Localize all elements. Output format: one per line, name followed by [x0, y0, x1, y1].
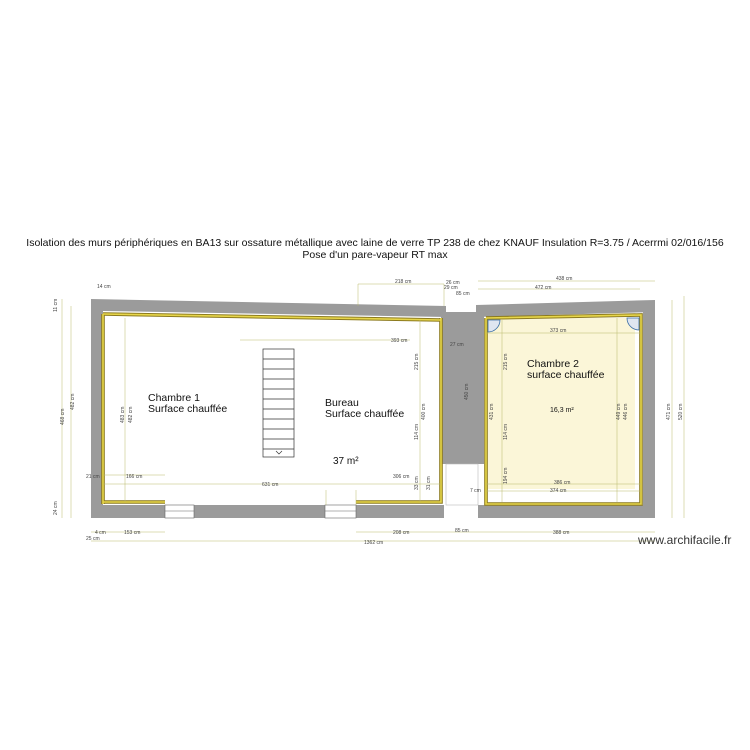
dim-520: 520 cm	[678, 403, 684, 420]
chambre2-area: 16,3 m²	[550, 407, 574, 414]
dim-218: 218 cm	[395, 279, 412, 285]
chambre2-sub: surface chauffée	[527, 369, 605, 381]
wall-bottom-2	[194, 505, 325, 518]
dim-393: 393 cm	[391, 338, 408, 344]
dim-482-inner: 482 cm	[128, 406, 134, 423]
chambre1-sub: Surface chauffée	[148, 403, 228, 415]
wall-bottom-1	[91, 505, 165, 518]
dim-21: 21 cm	[86, 474, 100, 480]
bureau-sub: Surface chauffée	[325, 408, 405, 420]
dim-31: 31 cm	[426, 476, 432, 490]
dim-450: 450 cm	[464, 383, 470, 400]
wall-bottom-4	[478, 505, 655, 518]
chambre2-fill	[486, 318, 635, 489]
dim-631: 631 cm	[262, 482, 279, 488]
staircase	[263, 349, 294, 457]
dim-1362: 1362 cm	[364, 540, 384, 546]
dim-386: 386 cm	[554, 480, 571, 486]
dim-438: 438 cm	[556, 276, 573, 282]
dim-194: 194 cm	[503, 467, 509, 484]
dim-7: 7 cm	[470, 488, 481, 494]
dim-400: 400 cm	[421, 403, 427, 420]
total-area: 37 m²	[333, 456, 359, 467]
dim-114-left: 114 cm	[414, 423, 420, 440]
dim-166: 166 cm	[126, 474, 143, 480]
wall-right	[643, 303, 655, 518]
dim-482-left: 482 cm	[70, 393, 76, 410]
dim-14: 14 cm	[97, 284, 111, 290]
dim-33: 33 cm	[414, 476, 420, 490]
dim-11: 11 cm	[53, 298, 59, 312]
dim-468: 468 cm	[60, 408, 66, 425]
wall-bottom-3	[356, 505, 444, 518]
dim-24: 24 cm	[53, 501, 59, 515]
plan-title: Isolation des murs périphériques en BA13 sur ossature métallique avec laine de verre TP 238 de chez KNAUF Insulation R=3.75 / Acerrmi 02/016/156	[26, 237, 724, 249]
dim-26: 26 cm	[446, 280, 460, 286]
dim-374: 374 cm	[550, 488, 567, 494]
dim-29: 29 cm	[444, 285, 458, 291]
dim-449: 449 cm	[616, 403, 622, 420]
dim-114-right: 114 cm	[503, 423, 509, 440]
dim-373: 373 cm	[550, 328, 567, 334]
dim-153: 153 cm	[124, 530, 141, 536]
plan-subtitle: Pose d'un pare-vapeur RT max	[302, 249, 448, 261]
dim-388: 388 cm	[553, 530, 570, 536]
dim-85-top: 85 cm	[456, 291, 470, 297]
passage	[446, 464, 478, 505]
dim-446: 446 cm	[623, 403, 629, 420]
dim-215-left: 215 cm	[414, 353, 420, 370]
wall-central	[441, 312, 484, 464]
dim-27: 27 cm	[450, 342, 464, 348]
dim-25: 25 cm	[86, 536, 100, 542]
dim-471: 471 cm	[666, 403, 672, 420]
chambre2-name: Chambre 2	[527, 358, 579, 370]
dim-215-right: 215 cm	[503, 353, 509, 370]
dim-306: 306 cm	[393, 474, 410, 480]
dim-85-bottom: 85 cm	[455, 528, 469, 534]
dim-472: 472 cm	[535, 285, 552, 291]
dim-4: 4 cm	[95, 530, 106, 536]
watermark-text: www.archifacile.fr	[638, 533, 732, 547]
bureau-name: Bureau	[325, 397, 359, 409]
chambre1-name: Chambre 1	[148, 392, 200, 404]
dim-431: 431 cm	[489, 403, 495, 420]
dim-483: 483 cm	[120, 406, 126, 423]
dim-208: 208 cm	[393, 530, 410, 536]
